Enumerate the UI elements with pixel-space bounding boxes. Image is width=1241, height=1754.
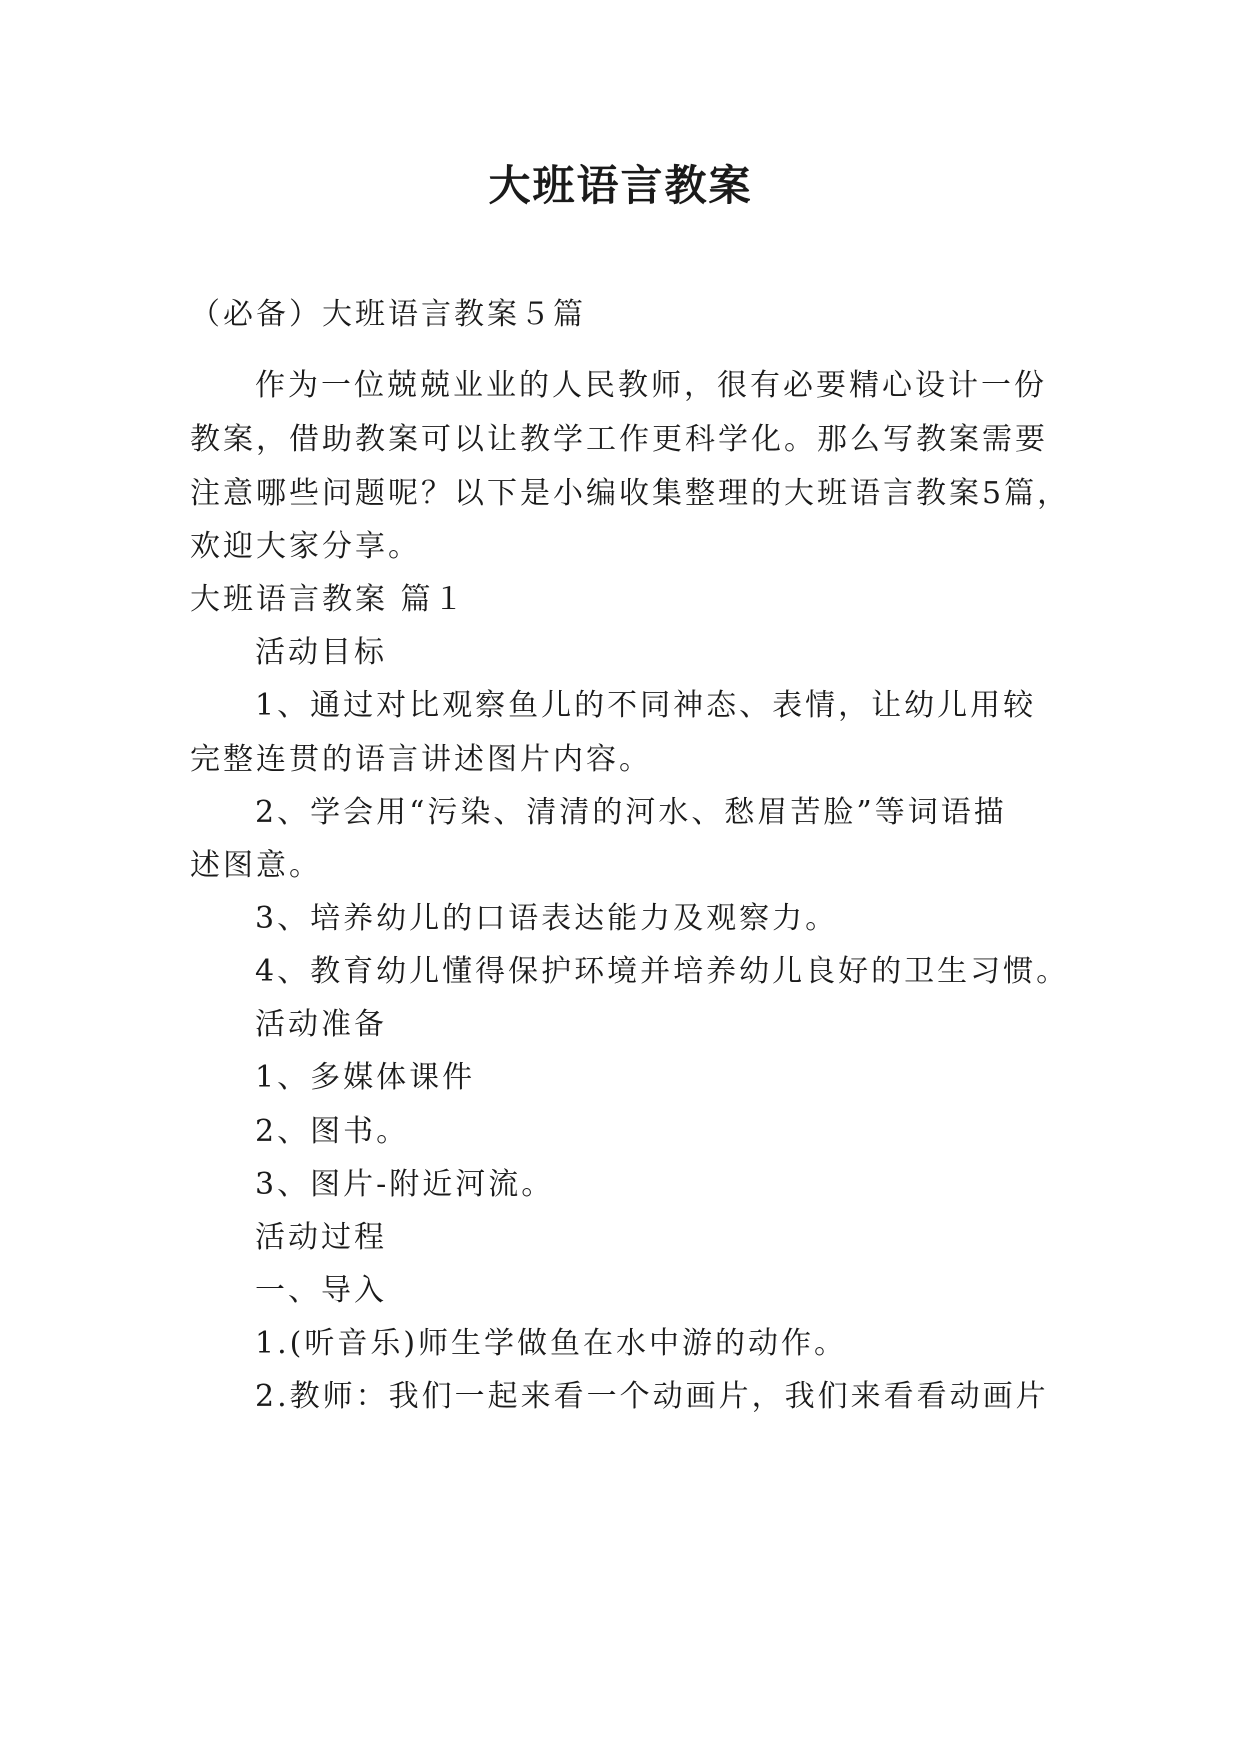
- paragraph-line: 2.教师：我们一起来看一个动画片，我们来看看动画片: [255, 1379, 1049, 1414]
- paragraph-line: 教案，借助教案可以让教学工作更科学化。那么写教案需要: [190, 422, 1048, 457]
- paragraph-line: 2、图书。: [255, 1114, 410, 1149]
- paragraph-line: 述图意。: [190, 848, 322, 883]
- paragraph-line: 注意哪些问题呢？以下是小编收集整理的大班语言教案5篇，: [190, 476, 1071, 511]
- paragraph-line: 作为一位兢兢业业的人民教师，很有必要精心设计一份: [255, 368, 1047, 403]
- paragraph-line: 一、导入: [255, 1273, 387, 1308]
- paragraph-line: 4、教育幼儿懂得保护环境并培养幼儿良好的卫生习惯。: [255, 954, 1070, 989]
- paragraph-line: 3、图片-附近河流。: [255, 1167, 555, 1202]
- paragraph-line: 1、多媒体课件: [255, 1060, 476, 1095]
- paragraph-line: 欢迎大家分享。: [190, 529, 421, 564]
- paragraph-line: 1.(听音乐)师生学做鱼在水中游的动作。: [255, 1326, 848, 1361]
- subsection-heading: 活动目标: [255, 635, 387, 670]
- paragraph-line: 1、通过对比观察鱼儿的不同神态、表情，让幼儿用较: [255, 688, 1037, 723]
- document-title: 大班语言教案: [488, 161, 753, 210]
- paragraph-line: 3、培养幼儿的口语表达能力及观察力。: [255, 901, 839, 936]
- paragraph-line: 完整连贯的语言讲述图片内容。: [190, 742, 652, 777]
- subsection-heading: 活动过程: [255, 1220, 387, 1255]
- paragraph-line: 2、学会用“污染、清清的河水、愁眉苦脸”等词语描: [255, 795, 1007, 830]
- subsection-heading: 活动准备: [255, 1007, 387, 1042]
- document-subtitle: （必备）大班语言教案５篇: [190, 297, 586, 332]
- section-heading: 大班语言教案 篇１: [190, 582, 467, 617]
